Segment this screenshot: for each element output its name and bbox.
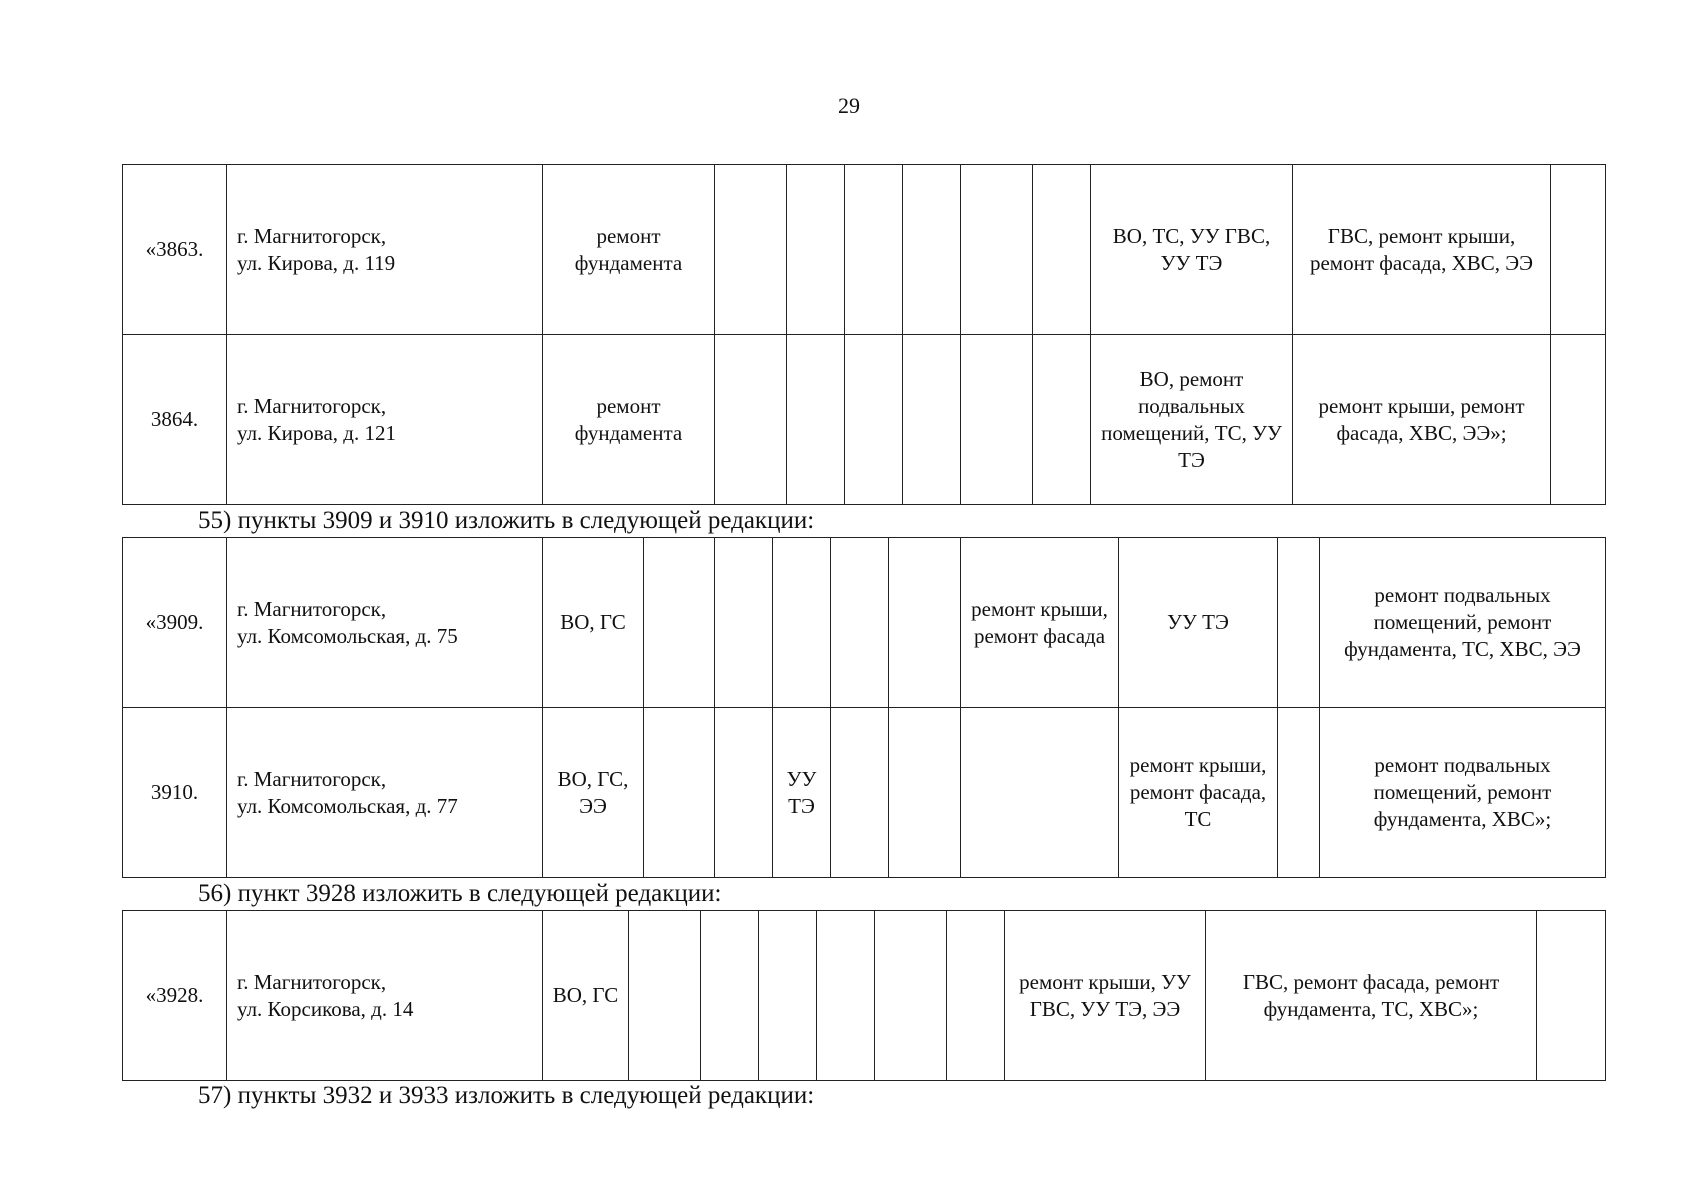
cell-c3: [787, 335, 845, 505]
table-1: [122, 164, 1606, 505]
row-number: 3910.: [123, 708, 227, 878]
cell-c4: [845, 335, 903, 505]
address-cell: г. Магнитогорск, ул. Кирова, д. 119: [227, 165, 543, 335]
cell-c1: ВО, ГС: [543, 911, 629, 1081]
address-cell: г. Магнитогорск, ул. Комсомольская, д. 77: [227, 708, 543, 878]
cell-c10: [1551, 335, 1606, 505]
table-row: [123, 538, 1606, 708]
cell-c4: УУ ТЭ: [773, 708, 831, 878]
address-cell: г. Магнитогорск, ул. Комсомольская, д. 75: [227, 538, 543, 708]
cell-c4: [773, 538, 831, 708]
cell-c5: [817, 911, 875, 1081]
cell-c1: ремонт фундамента: [543, 335, 715, 505]
table-2: [122, 537, 1606, 878]
cell-c7: [961, 708, 1119, 878]
table-row: [123, 165, 1606, 335]
cell-c10: ремонт подвальных помещений, ремонт фундамента, ХВС»;: [1320, 708, 1606, 878]
cell-c6: [875, 911, 947, 1081]
cell-c5: [903, 165, 961, 335]
cell-c9: [1278, 538, 1320, 708]
cell-c3: [715, 538, 773, 708]
cell-c5: [903, 335, 961, 505]
row-number: 3864.: [123, 335, 227, 505]
table-3: [122, 910, 1606, 1081]
page-number: 29: [838, 93, 860, 118]
address-cell: г. Магнитогорск, ул. Корсикова, д. 14: [227, 911, 543, 1081]
cell-c2: [644, 538, 715, 708]
cell-c9: ГВС, ремонт фасада, ремонт фундамента, ТС, ХВС»;: [1206, 911, 1537, 1081]
cell-c3: [701, 911, 759, 1081]
cell-c1: ВО, ГС: [543, 538, 644, 708]
cell-c4: [759, 911, 817, 1081]
cell-c5: [831, 538, 889, 708]
cell-c6: [961, 335, 1033, 505]
cell-c7: [1033, 335, 1091, 505]
cell-c1: ВО, ГС, ЭЭ: [543, 708, 644, 878]
cell-c6: [889, 538, 961, 708]
cell-c2: [715, 335, 787, 505]
cell-c7: [947, 911, 1005, 1081]
cell-c10: [1537, 911, 1606, 1081]
cell-c6: [961, 165, 1033, 335]
cell-c10: [1551, 165, 1606, 335]
cell-c5: [831, 708, 889, 878]
table-row: [123, 708, 1606, 878]
cell-c8: УУ ТЭ: [1119, 538, 1278, 708]
row-number: «3909.: [123, 538, 227, 708]
row-number: «3863.: [123, 165, 227, 335]
cell-c9: [1278, 708, 1320, 878]
address-cell: г. Магнитогорск, ул. Кирова, д. 121: [227, 335, 543, 505]
section-heading-55: 55) пункты 3909 и 3910 изложить в следующей редакции:: [198, 507, 815, 534]
table-row: [123, 335, 1606, 505]
cell-c4: [845, 165, 903, 335]
cell-c3: [787, 165, 845, 335]
cell-c9: ГВС, ремонт крыши, ремонт фасада, ХВС, ЭЭ: [1293, 165, 1551, 335]
cell-c6: [889, 708, 961, 878]
section-heading-56: 56) пункт 3928 изложить в следующей редакции:: [198, 880, 722, 907]
section-heading-57: 57) пункты 3932 и 3933 изложить в следующей редакции:: [198, 1082, 815, 1109]
cell-c7: [1033, 165, 1091, 335]
row-number: «3928.: [123, 911, 227, 1081]
table-row: [123, 911, 1606, 1081]
cell-c1: ремонт фундамента: [543, 165, 715, 335]
cell-c2: [629, 911, 701, 1081]
cell-c9: ремонт крыши, ремонт фасада, ХВС, ЭЭ»;: [1293, 335, 1551, 505]
cell-c8: ВО, ТС, УУ ГВС, УУ ТЭ: [1091, 165, 1293, 335]
cell-c8: ремонт крыши, ремонт фасада, ТС: [1119, 708, 1278, 878]
cell-c7: ремонт крыши, ремонт фасада: [961, 538, 1119, 708]
cell-c3: [715, 708, 773, 878]
cell-c8: ремонт крыши, УУ ГВС, УУ ТЭ, ЭЭ: [1005, 911, 1206, 1081]
cell-c8: ВО, ремонт подвальных помещений, ТС, УУ ТЭ: [1091, 335, 1293, 505]
cell-c2: [644, 708, 715, 878]
cell-c2: [715, 165, 787, 335]
cell-c10: ремонт подвальных помещений, ремонт фундамента, ТС, ХВС, ЭЭ: [1320, 538, 1606, 708]
